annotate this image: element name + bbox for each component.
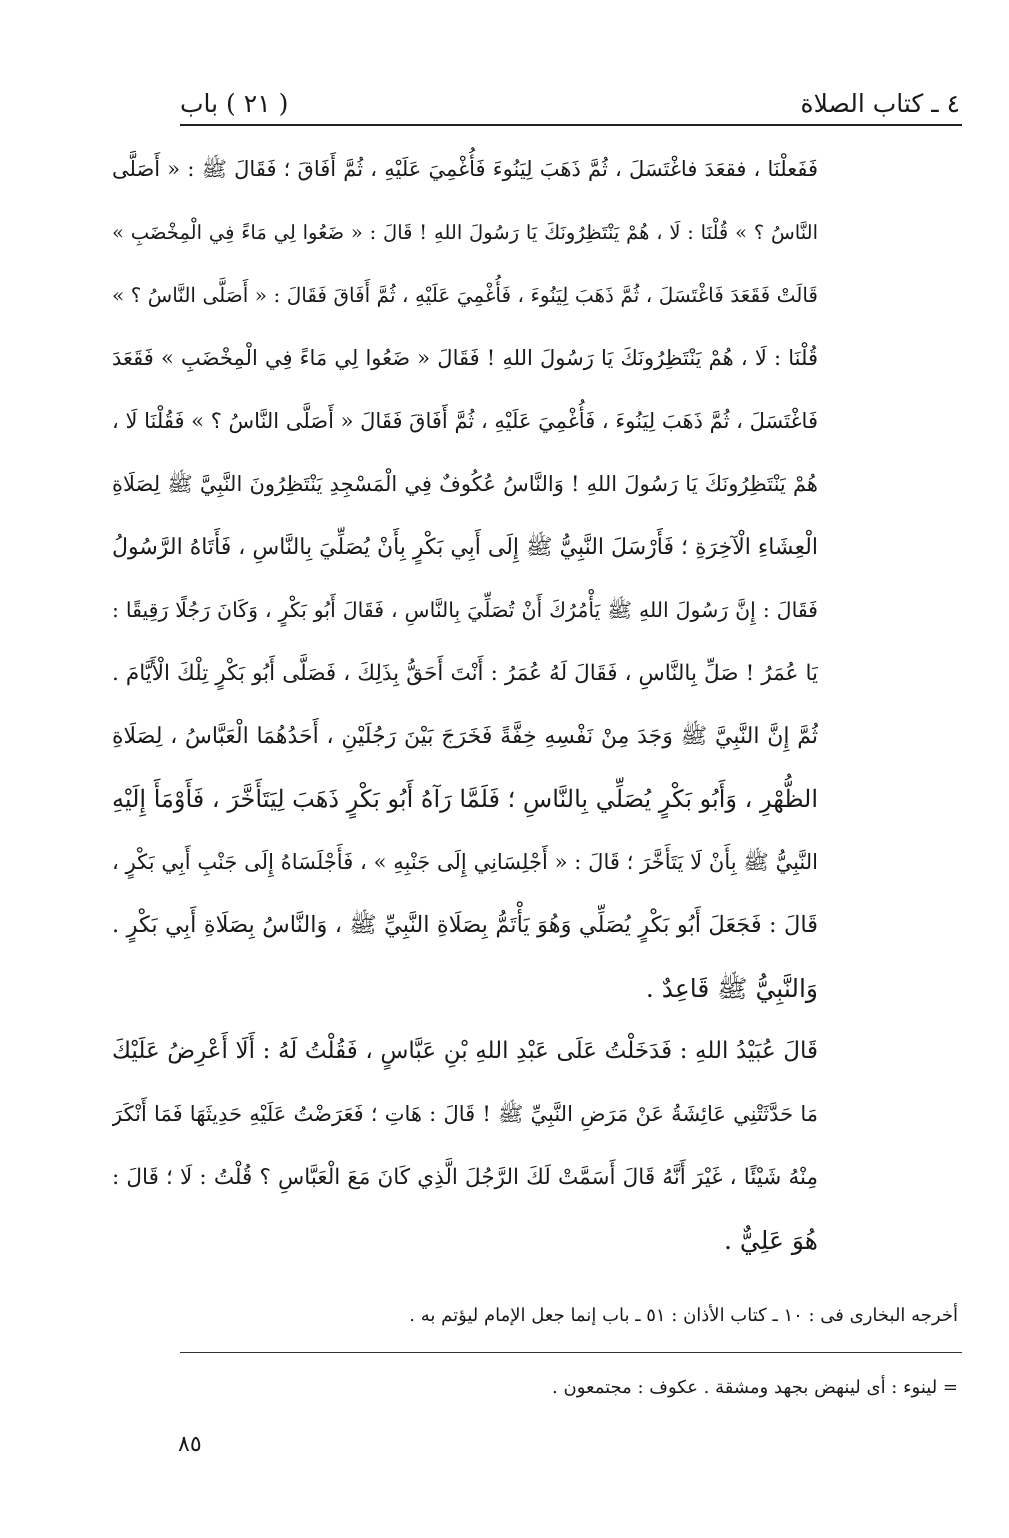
gloss-footnote: = لينوء : أى لينهض بجهد ومشقة . عكوف : مجتمعون . bbox=[552, 1377, 958, 1398]
footnote-rule bbox=[180, 1352, 962, 1353]
text-line: وَالنَّبِيُّ ﷺ قَاعِدٌ . bbox=[645, 974, 818, 1003]
running-header bbox=[180, 78, 960, 118]
text-line: مَا حَدَّثَتْنِي عَائِشَةُ عَنْ مَرَضِ النَّبِيِّ ﷺ ! قَالَ : هَاتِ ؛ فَعَرَضْتُ عَلَيْهِ حَدِيثَهَا فَمَا أَنْكَرَ bbox=[112, 1102, 818, 1126]
hadith-text bbox=[112, 138, 818, 1272]
text-line: الظُّهْرِ ، وَأَبُو بَكْرٍ يُصَلِّي بِالنَّاسِ ؛ فَلَمَّا رَآهُ أَبُو بَكْرٍ ذَهَبَ لِيَتَأَخَّرَ ، فَأَوْمَأَ إِلَيْهِ bbox=[112, 785, 818, 813]
header-rule bbox=[180, 124, 962, 126]
text-line: فَاغْتَسَلَ ، ثُمَّ ذَهَبَ لِيَنُوءَ ، فَأُغْمِيَ عَلَيْهِ ، ثُمَّ أَفَاقَ فَقَالَ « أَصَلَّى النَّاسُ ؟ » فَقُلْنَا لَا ، bbox=[112, 409, 818, 433]
text-line: النَّاسُ ؟ » قُلْنَا : لَا ، هُمْ يَنْتَظِرُونَكَ يَا رَسُولَ اللهِ ! قَالَ : « ضَعُوا لِي مَاءً فِي الْمِخْضَبِ » bbox=[112, 221, 818, 244]
text-line: هُمْ يَنْتَظِرُونَكَ يَا رَسُولَ اللهِ ! وَالنَّاسُ عُكُوفٌ فِي الْمَسْجِدِ يَنْتَظِرُونَ النَّبِيَّ ﷺ لِصَلَاةِ bbox=[112, 472, 818, 496]
text-line: مِنْهُ شَيْئًا ، غَيْرَ أَنَّهُ قَالَ أَسَمَّتْ لَكَ الرَّجُلَ الَّذِي كَانَ مَعَ الْعَبَّاسِ ؟ قُلْتُ : لَا ؛ قَالَ : bbox=[112, 1165, 818, 1190]
text-line: فَقَالَ : إِنَّ رَسُولَ اللهِ ﷺ يَأْمُرُكَ أَنْ تُصَلِّيَ بِالنَّاسِ ، فَقَالَ أَبُو بَكْرٍ ، وَكَانَ رَجُلًا رَقِيقًا : bbox=[112, 598, 818, 622]
text-line: ثُمَّ إِنَّ النَّبِيَّ ﷺ وَجَدَ مِنْ نَفْسِهِ خِفَّةً فَخَرَجَ بَيْنَ رَجُلَيْنِ ، أَحَدُهُمَا الْعَبَّاسُ ، لِصَلَاةِ bbox=[112, 724, 818, 749]
text-line: فَفَعلْنَا ، فقعَدَ فاغْتَسَلَ ، ثُمَّ ذَهَبَ لِيَنُوءَ فَأُغْمِيَ عَلَيْهِ ، ثُمَّ أَفَاقَ ؛ فَقَالَ ﷺ : « أَصَلَّى bbox=[112, 157, 818, 181]
text-line: النَّبِيُّ ﷺ بِأَنْ لَا يَتَأَخَّرَ ؛ قَالَ : « أَجْلِسَانِي إِلَى جَنْبِهِ » ، فَأَجْلَسَاهُ إِلَى جَنْبِ أَبِي بَكْرٍ ، bbox=[112, 850, 818, 874]
text-line: قَالَ عُبَيْدُ اللهِ : فَدَخَلْتُ عَلَى عَبْدِ اللهِ بْنِ عَبَّاسٍ ، فَقُلْتُ لَهُ : أَلَا أَعْرِضُ عَلَيْكَ bbox=[112, 1038, 818, 1064]
chapter-heading: ٤ ـ كتاب الصلاة bbox=[800, 89, 960, 118]
page-number: ٨٥ bbox=[178, 1432, 202, 1457]
source-footnote: أخرجه البخارى فى : ١٠ ـ كتاب الأذان : ٥١ ـ باب إنما جعل الإمام ليؤتم به . bbox=[409, 1305, 958, 1326]
text-line: قُلْنَا : لَا ، هُمْ يَنْتَظِرُونَكَ يَا رَسُولَ اللهِ ! فَقَالَ « ضَعُوا لِي مَاءً فِي الْمِخْضَبِ » فَقَعَدَ bbox=[112, 346, 818, 370]
section-heading: ( ٢١ ) باب bbox=[180, 89, 289, 118]
text-line: يَا عُمَرُ ! صَلِّ بِالنَّاسِ ، فَقَالَ لَهُ عُمَرُ : أَنْتَ أَحَقُّ بِذَلِكَ ، فَصَلَّى أَبُو بَكْرٍ تِلْكَ الْأَيَّامَ . bbox=[112, 661, 818, 686]
text-line: قَالَتْ فَقَعَدَ فَاغْتَسَلَ ، ثُمَّ ذَهَبَ لِيَنُوءَ ، فَأُغْمِيَ عَلَيْهِ ، ثُمَّ أَفَاقَ فَقَالَ : « أَصَلَّى النَّاسُ ؟ » bbox=[112, 283, 818, 307]
text-line: هُوَ عَلِيٌّ . bbox=[724, 1226, 818, 1255]
text-line: قَالَ : فَجَعَلَ أَبُو بَكْرٍ يُصَلِّي وَهُوَ يَأْتَمُّ بِصَلَاةِ النَّبِيِّ ﷺ ، وَالنَّاسُ بِصَلَاةِ أَبِي بَكْرٍ . bbox=[112, 912, 818, 938]
text-line: الْعِشَاءِ الْآخِرَةِ ؛ فَأَرْسَلَ النَّبِيُّ ﷺ إِلَى أَبِي بَكْرٍ بِأَنْ يُصَلِّيَ بِالنَّاسِ ، فَأَتَاهُ الرَّسُولُ bbox=[112, 535, 818, 560]
